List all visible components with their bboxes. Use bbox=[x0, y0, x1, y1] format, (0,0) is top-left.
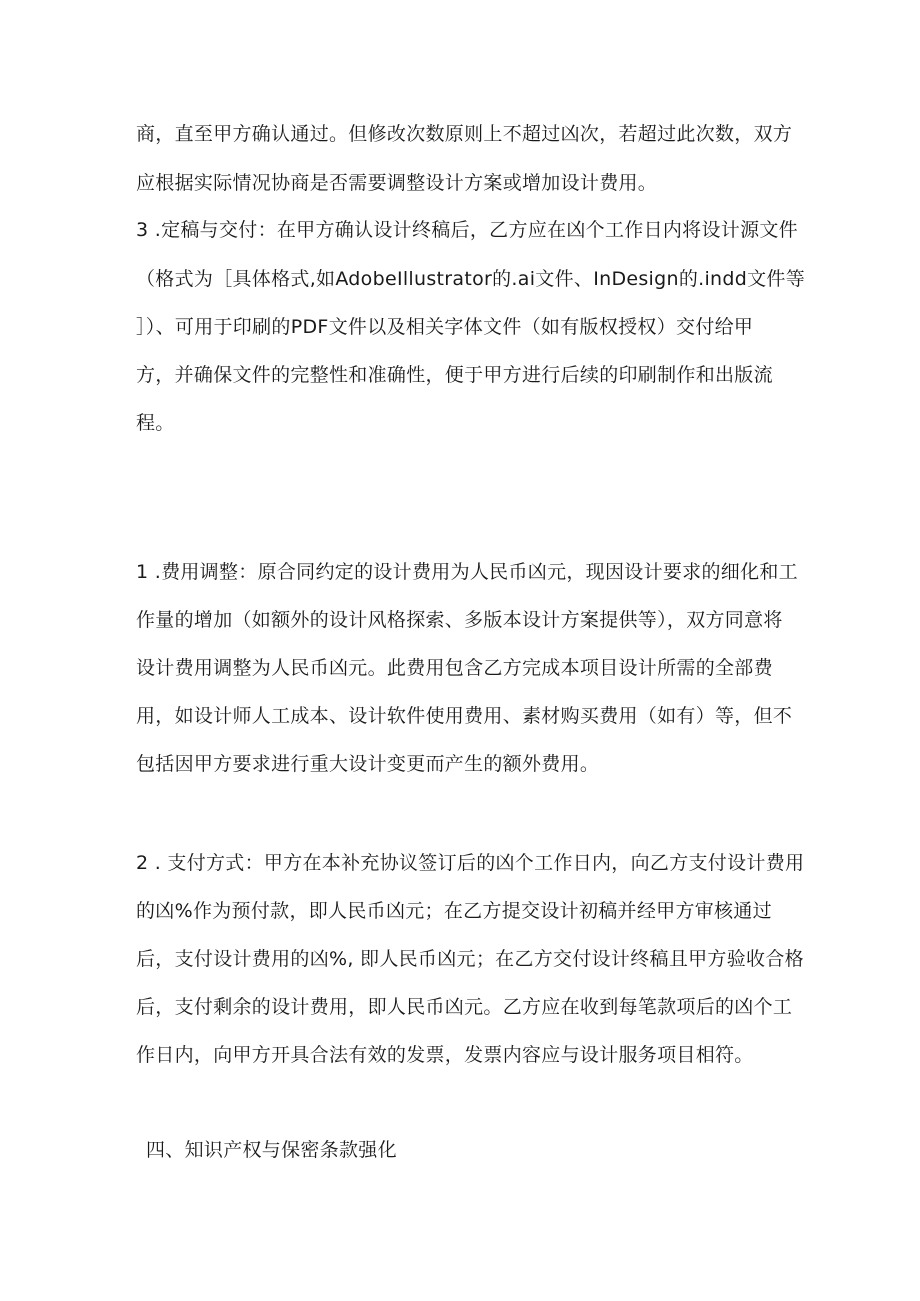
text-line: 后，支付剩余的设计费用，即人民币凶元。乙方应在收到每笔款项后的凶个工 bbox=[136, 996, 793, 1018]
text-line: 包括因甲方要求进行重大设计变更而产生的额外费用。 bbox=[136, 753, 600, 775]
text-line: ］）、可用于印刷的PDF文件以及相关字体文件（如有版权授权）交付给甲 bbox=[136, 316, 754, 338]
text-line: （格式为［具体格式,如AdobeIllustrator的.ai文件、InDesign的.indd文件等 bbox=[136, 268, 806, 290]
text-line: 设计费用调整为人民币凶元。此费用包含乙方完成本项目设计所需的全部费 bbox=[136, 657, 773, 679]
text-line: 2 . 支付方式：甲方在本补充协议签订后的凶个工作日内，向乙方支付设计费用 bbox=[136, 852, 805, 874]
text-line: 程。 bbox=[136, 412, 175, 434]
text-line: 作日内，向甲方开具合法有效的发票，发票内容应与设计服务项目相符。 bbox=[136, 1044, 754, 1066]
text-line: 1 .费用调整：原合同约定的设计费用为人民币凶元，现因设计要求的细化和工 bbox=[136, 561, 798, 583]
text-line: 的凶%作为预付款，即人民币凶元；在乙方提交设计初稿并经甲方审核通过 bbox=[136, 900, 772, 922]
text-line: 作量的增加（如额外的设计风格探索、多版本设计方案提供等），双方同意将 bbox=[136, 609, 783, 631]
text-line: 用，如设计师人工成本、设计软件使用费用、素材购买费用（如有）等，但不 bbox=[136, 705, 793, 727]
text-line: 应根据实际情况协商是否需要调整设计方案或增加设计费用。 bbox=[136, 172, 658, 194]
text-line: 后，支付设计费用的凶%, 即人民币凶元；在乙方交付设计终稿且甲方验收合格 bbox=[136, 948, 804, 970]
section-heading: 四、知识产权与保密条款强化 bbox=[146, 1139, 397, 1161]
text-line: 3 .定稿与交付：在甲方确认设计终稿后，乙方应在凶个工作日内将设计源文件 bbox=[136, 219, 798, 241]
text-line: 方，并确保文件的完整性和准确性，便于甲方进行后续的印刷制作和出版流 bbox=[136, 364, 773, 386]
text-line: 商，直至甲方确认通过。但修改次数原则上不超过凶次，若超过此次数，双方 bbox=[136, 123, 793, 145]
